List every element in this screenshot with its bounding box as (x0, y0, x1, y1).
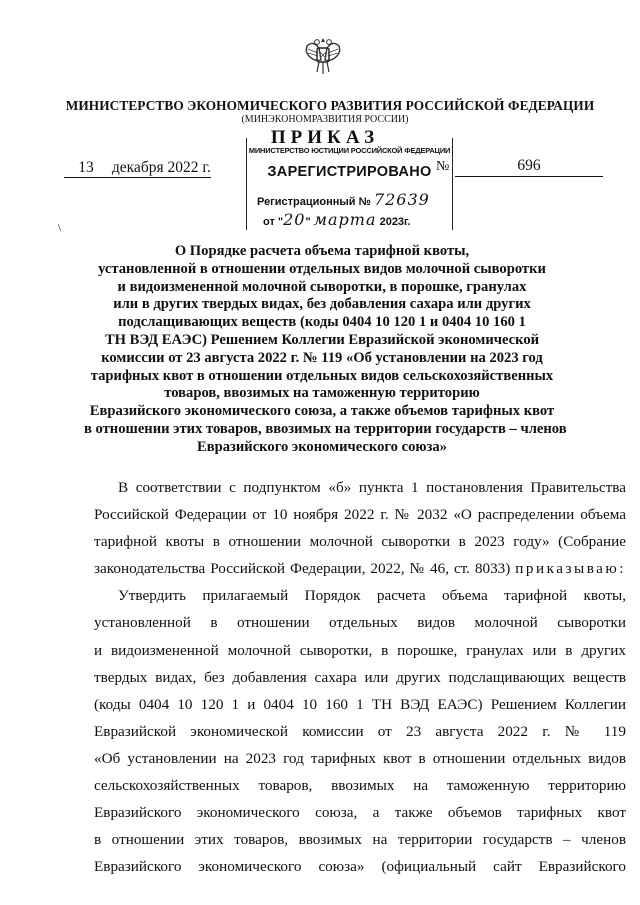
document-body (94, 474, 626, 880)
paragraph-preamble (94, 474, 626, 582)
title-line: ТН ВЭД ЕАЭС) Решением Коллегии Евразийской экономической (104, 331, 540, 348)
stamp-date-month: марта (313, 210, 377, 229)
body-line: Российской Федерации от 10 ноября 2022 г. № 2032 «О распределении объема (94, 506, 626, 524)
paragraph-approve (94, 582, 626, 880)
stamp-reg-label: Регистрационный № (257, 196, 371, 208)
document-date (64, 159, 211, 177)
title-line: установленной в отношении отдельных видов молочной сыворотки (98, 260, 546, 277)
document-number: 696 (455, 157, 603, 177)
body-line: Евразийской экономической комиссии от 23 августа 2022 г. № 119 (94, 722, 626, 740)
title-line: Евразийского экономического союза» (197, 438, 447, 455)
stamp-reg-number: 72639 (373, 190, 430, 209)
title-line: Евразийского экономического союза, а также объемов тарифных квот (89, 403, 555, 420)
body-line: «Об установлении на 2023 год тарифных квот в отношении отдельных видов (94, 749, 626, 767)
date-day: 13 (78, 159, 94, 176)
body-line: твердых видах, без добавления сахара или других подслащивающих веществ (94, 668, 626, 686)
document-title (84, 243, 567, 457)
ministry-short-name: (МИНЭКОНОМРАЗВИТИЯ РОССИИ) (241, 114, 409, 125)
body-line-with-order: законодательства Российской Федерации, 2022, № 46, ст. 8033) приказываю: (94, 560, 626, 578)
stamp-registration-number (257, 190, 430, 209)
ministry-name: МИНИСТЕРСТВО ЭКОНОМИЧЕСКОГО РАЗВИТИЯ РОССИЙСКОЙ ФЕДЕРАЦИИ (65, 98, 595, 113)
body-line: в отношении этих товаров, ввозимых на территории государств – членов (94, 831, 626, 849)
body-line: и видоизмененной молочной сыворотки, в порошке, гранулах или в других (94, 641, 626, 659)
title-line: и видоизмененной молочной сыворотки, в порошке, гранулах (117, 278, 527, 295)
side-mark: \ (58, 222, 62, 234)
body-line: (коды 0404 10 120 1 и 0404 10 160 1 ТН ВЭД ЕАЭС) Решением Коллегии (94, 695, 626, 713)
body-line: Евразийского экономического союза, а также объемов тарифных квот (94, 804, 626, 822)
document-type: ПРИКАЗ (270, 127, 380, 148)
title-line: или в других твердых видах, без добавления сахара или других (113, 296, 531, 313)
title-line: подслащивающих веществ (коды 0404 10 120 1 и 0404 10 160 1 (118, 314, 526, 331)
stamp-registered: ЗАРЕГИСТРИРОВАНО (267, 164, 432, 180)
title-line: товаров, ввозимых на таможенную территорию (164, 385, 480, 402)
order-word: приказываю: (515, 560, 626, 578)
date-month-year: декабря 2022 г. (111, 159, 211, 176)
stamp-date-day: 20 (283, 210, 306, 229)
title-line: тарифных квот в отношении отдельных видов сельскохозяйственных (90, 367, 554, 384)
number-sign: № (436, 159, 450, 174)
body-line: Утвердить прилагаемый Порядок расчета объема тарифной квоты, (118, 587, 626, 605)
body-line: В соответствии с подпунктом «б» пункта 1 постановления Правительства (118, 479, 626, 496)
stamp-date-year: 2023г. (379, 216, 411, 228)
body-line: сельскохозяйственных товаров, ввозимых на таможенную территорию (94, 777, 626, 795)
title-line: комиссии от 23 августа 2022 г. № 119 «Об установлении на 2023 год (101, 349, 543, 366)
title-line: в отношении этих товаров, ввозимых на территории государств – членов (84, 420, 567, 437)
title-line: О Порядке расчета объема тарифной квоты, (174, 243, 470, 259)
stamp-ministry: МИНИСТЕРСТВО ЮСТИЦИИ РОССИЙСКОЙ ФЕДЕРАЦИИ (248, 146, 451, 155)
body-line: тарифной квоты в отношении молочной сыворотки в 2023 году» (Собрание (94, 533, 626, 551)
stamp-date: от "20" марта 2023г. (263, 210, 411, 229)
body-line: установленной в отношении отдельных видов молочной сыворотки (94, 614, 626, 632)
registration-stamp (246, 138, 453, 230)
body-line: Евразийского экономического союза» (официальный сайт Евразийского (94, 858, 626, 876)
coat-of-arms-emblem (303, 34, 343, 78)
